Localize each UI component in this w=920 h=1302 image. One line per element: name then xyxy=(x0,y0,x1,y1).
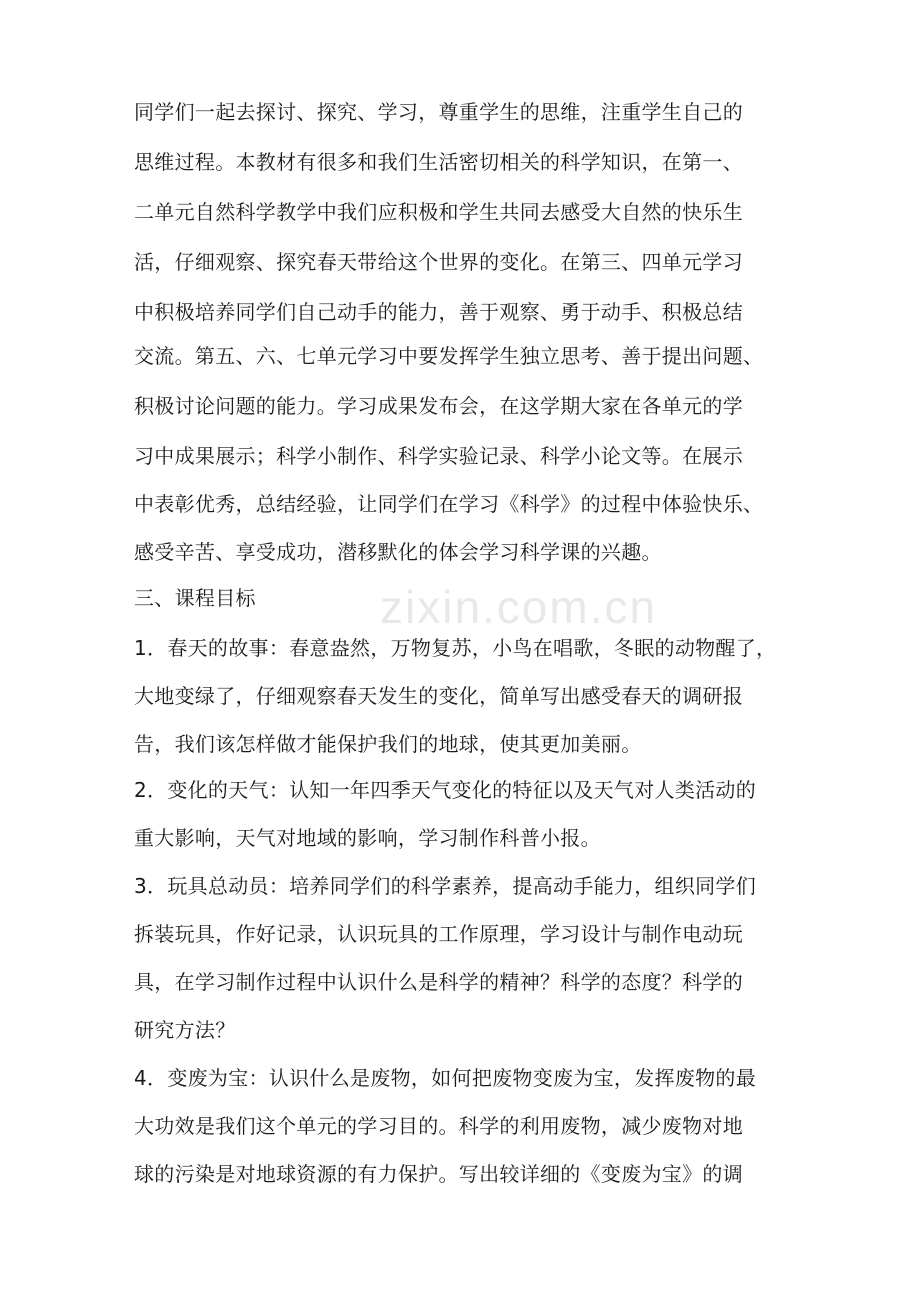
paragraph-line: 同学们一起去探讨、探究、学习，尊重学生的思维，注重学生自己的 xyxy=(134,100,743,124)
paragraph-line: 交流。第五、六、七单元学习中要发挥学生独立思考、善于提出问题、 xyxy=(134,344,764,368)
watermark: zixin.com.cn xyxy=(380,581,658,633)
list-item-line: 4．变废为宝：认识什么是废物，如何把废物变废为宝，发挥废物的最 xyxy=(134,1066,757,1090)
list-item-line: 拆装玩具，作好记录，认识玩具的工作原理，学习设计与制作电动玩 xyxy=(134,922,743,946)
list-item-line: 球的污染是对地球资源的有力保护。写出较详细的《变废为宝》的调 xyxy=(134,1162,743,1186)
paragraph-line: 思维过程。本教材有很多和我们生活密切相关的科学知识，在第一、 xyxy=(134,150,743,174)
paragraph-line: 习中成果展示；科学小制作、科学实验记录、科学小论文等。在展示 xyxy=(134,444,743,468)
list-item-line: 告，我们该怎样做才能保护我们的地球，使其更加美丽。 xyxy=(134,732,642,756)
paragraph-line: 活，仔细观察、探究春天带给这个世界的变化。在第三、四单元学习 xyxy=(134,250,743,274)
paragraph-line: 中表彰优秀，总结经验，让同学们在学习《科学》的过程中体验快乐、 xyxy=(134,492,764,516)
list-item-line: 研究方法？ xyxy=(134,1018,236,1042)
list-item-line: 大地变绿了，仔细观察春天发生的变化，简单写出感受春天的调研报 xyxy=(134,684,743,708)
list-item-line: 3．玩具总动员：培养同学们的科学素养，提高动手能力，组织同学们 xyxy=(134,874,757,898)
list-item-line: 2．变化的天气：认知一年四季天气变化的特征以及天气对人类活动的 xyxy=(134,778,757,802)
section-heading: 三、课程目标 xyxy=(134,586,256,610)
list-item-line: 具，在学习制作过程中认识什么是科学的精神？科学的态度？科学的 xyxy=(134,970,743,994)
paragraph-line: 积极讨论问题的能力。学习成果发布会，在这学期大家在各单元的学 xyxy=(134,394,743,418)
list-item-line: 重大影响，天气对地域的影响，学习制作科普小报。 xyxy=(134,826,601,850)
paragraph-line: 二单元自然科学教学中我们应积极和学生共同去感受大自然的快乐生 xyxy=(134,200,743,224)
paragraph-line: 感受辛苦、享受成功，潜移默化的体会学习科学课的兴趣。 xyxy=(134,540,662,564)
list-item-line: 1．春天的故事：春意盎然，万物复苏，小鸟在唱歌，冬眠的动物醒了， xyxy=(134,636,777,660)
list-item-line: 大功效是我们这个单元的学习目的。科学的利用废物，减少废物对地 xyxy=(134,1114,743,1138)
paragraph-line: 中积极培养同学们自己动手的能力，善于观察、勇于动手、积极总结 xyxy=(134,300,743,324)
